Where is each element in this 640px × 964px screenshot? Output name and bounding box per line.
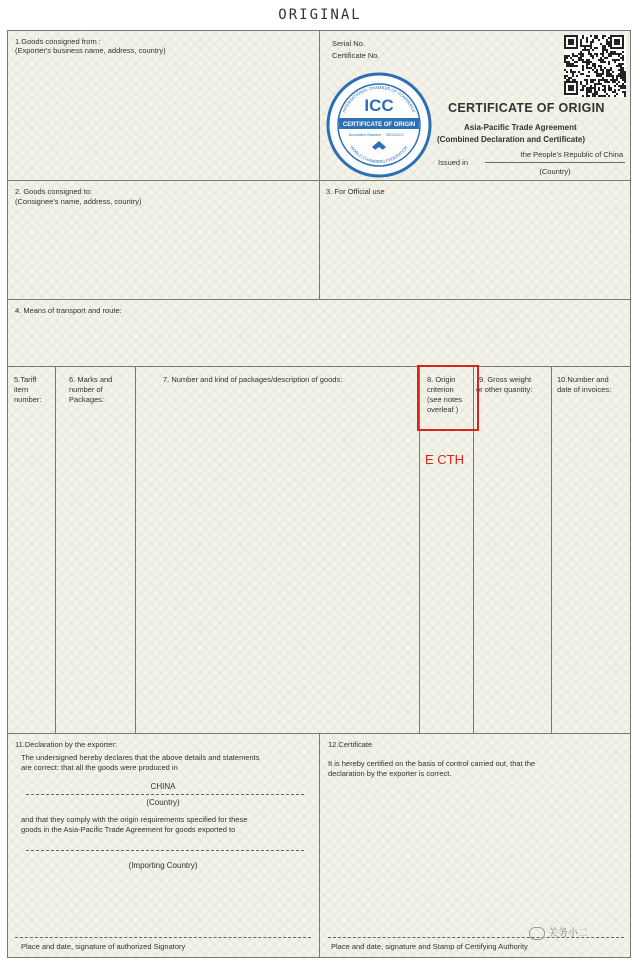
box11-footer: Place and date, signature of authorized Signatory xyxy=(21,942,186,951)
exporting-country-line xyxy=(26,794,304,795)
seal-band-text: CERTIFICATE OF ORIGIN xyxy=(342,122,416,128)
box12-line2: declaration by the exporter is correct. xyxy=(328,769,452,778)
column-tariff-item xyxy=(8,367,56,734)
seal-top-text: INTERNATIONAL CHAMBER OF COMMERCE xyxy=(341,84,417,114)
c8-line1: 8. Origin xyxy=(427,375,456,384)
importing-country-caption: (Importing Country) xyxy=(128,861,198,870)
issued-country-caption: (Country) xyxy=(539,167,571,176)
copy-label: ORIGINAL xyxy=(278,7,362,23)
importing-country-line xyxy=(26,850,304,851)
issued-in-value: the People's Republic of China xyxy=(520,150,623,159)
c8-line4: overleaf ) xyxy=(427,405,459,414)
seal-logo-text: ICC xyxy=(364,96,394,115)
serial-no-label: Serial No. xyxy=(332,39,365,48)
box1-title: 1.Goods consigned from : xyxy=(15,37,101,46)
box12-line1: It is hereby certified on the basis of control carried out, that the xyxy=(328,759,536,768)
combined-declaration: (Combined Declaration and Certificate) xyxy=(437,135,586,144)
box2-subtitle: (Consignee's name, address, country) xyxy=(15,197,142,206)
agreement-name: Asia-Pacific Trade Agreement xyxy=(464,123,577,132)
box4-title: 4. Means of transport and route: xyxy=(15,306,122,315)
c6-line2: number of xyxy=(69,385,103,394)
watermark xyxy=(529,927,588,940)
box3-title: 3. For Official use xyxy=(326,187,385,196)
c7-title: 7. Number and kind of packages/description of goods: xyxy=(163,375,343,384)
box11-title: 11.Declaration by the exporter: xyxy=(15,740,118,749)
column-marks-packages xyxy=(56,367,136,734)
c10-line1: 10.Number and xyxy=(557,375,609,384)
watermark-text: 关务小二 xyxy=(548,927,588,939)
origin-criterion-annotation: E CTH xyxy=(425,452,464,467)
box-transport-route xyxy=(8,300,630,367)
c9-line1: 9. Gross weight xyxy=(479,375,532,384)
seal-sub-text: Accredited Chamber xyxy=(348,133,382,137)
column-description-goods xyxy=(136,367,420,734)
c6-line1: 6. Marks and xyxy=(69,375,113,384)
seal-bottom-text: WORLD CHAMBERS FEDERATION xyxy=(349,144,409,165)
c5-line2: item xyxy=(14,385,29,394)
box11-line3: and that they comply with the origin requirements specified for these xyxy=(21,815,248,824)
c10-line2: date of invoices: xyxy=(557,385,612,394)
certificate-no-label: Certificate No. xyxy=(332,51,380,60)
issued-in-label: Issued in xyxy=(438,158,469,167)
issued-in-line xyxy=(485,162,625,163)
box-certificate-header xyxy=(320,31,630,181)
origin-criterion-highlight xyxy=(417,365,479,431)
qr-code-icon xyxy=(564,35,626,97)
box11-line2: are correct: that all the goods were produced in xyxy=(21,763,178,772)
page-header xyxy=(0,0,640,30)
c8-line3: (see notes xyxy=(427,395,463,404)
box12-footer: Place and date, signature and Stamp of Certifying Authority xyxy=(331,942,528,951)
c9-line2: or other quantity: xyxy=(476,385,533,394)
box-certificate xyxy=(320,734,630,957)
box12-title: 12.Certificate xyxy=(328,740,373,749)
box2-title: 2. Goods consigned to: xyxy=(15,187,93,196)
exporting-country-caption: (Country) xyxy=(146,798,180,807)
c8-line2: criterion xyxy=(427,385,454,394)
box11-line4: goods in the Asia-Pacific Trade Agreement for goods exported to xyxy=(21,825,236,834)
box11-line1: The undersigned hereby declares that the above details and statements xyxy=(21,753,260,762)
certificate-title: CERTIFICATE OF ORIGIN xyxy=(448,101,605,115)
wechat-icon xyxy=(529,927,545,940)
box-official-use xyxy=(320,181,630,300)
icc-seal-icon xyxy=(325,71,433,179)
box-goods-consigned-to xyxy=(8,181,320,300)
column-gross-weight xyxy=(474,367,552,734)
exporting-country-value: CHINA xyxy=(150,782,176,791)
c5-line1: 5.Tariff xyxy=(14,375,37,384)
c6-line3: Packages: xyxy=(69,395,105,404)
signatory-line xyxy=(15,937,311,938)
column-invoices xyxy=(552,367,630,734)
box-goods-consigned-from xyxy=(8,31,320,181)
seal-code-text: 09/12/2017 xyxy=(386,133,404,137)
box1-subtitle: (Exporter's business name, address, country) xyxy=(15,46,166,55)
c5-line3: number: xyxy=(14,395,42,404)
box-exporter-declaration xyxy=(8,734,320,957)
certificate-form xyxy=(7,30,631,958)
